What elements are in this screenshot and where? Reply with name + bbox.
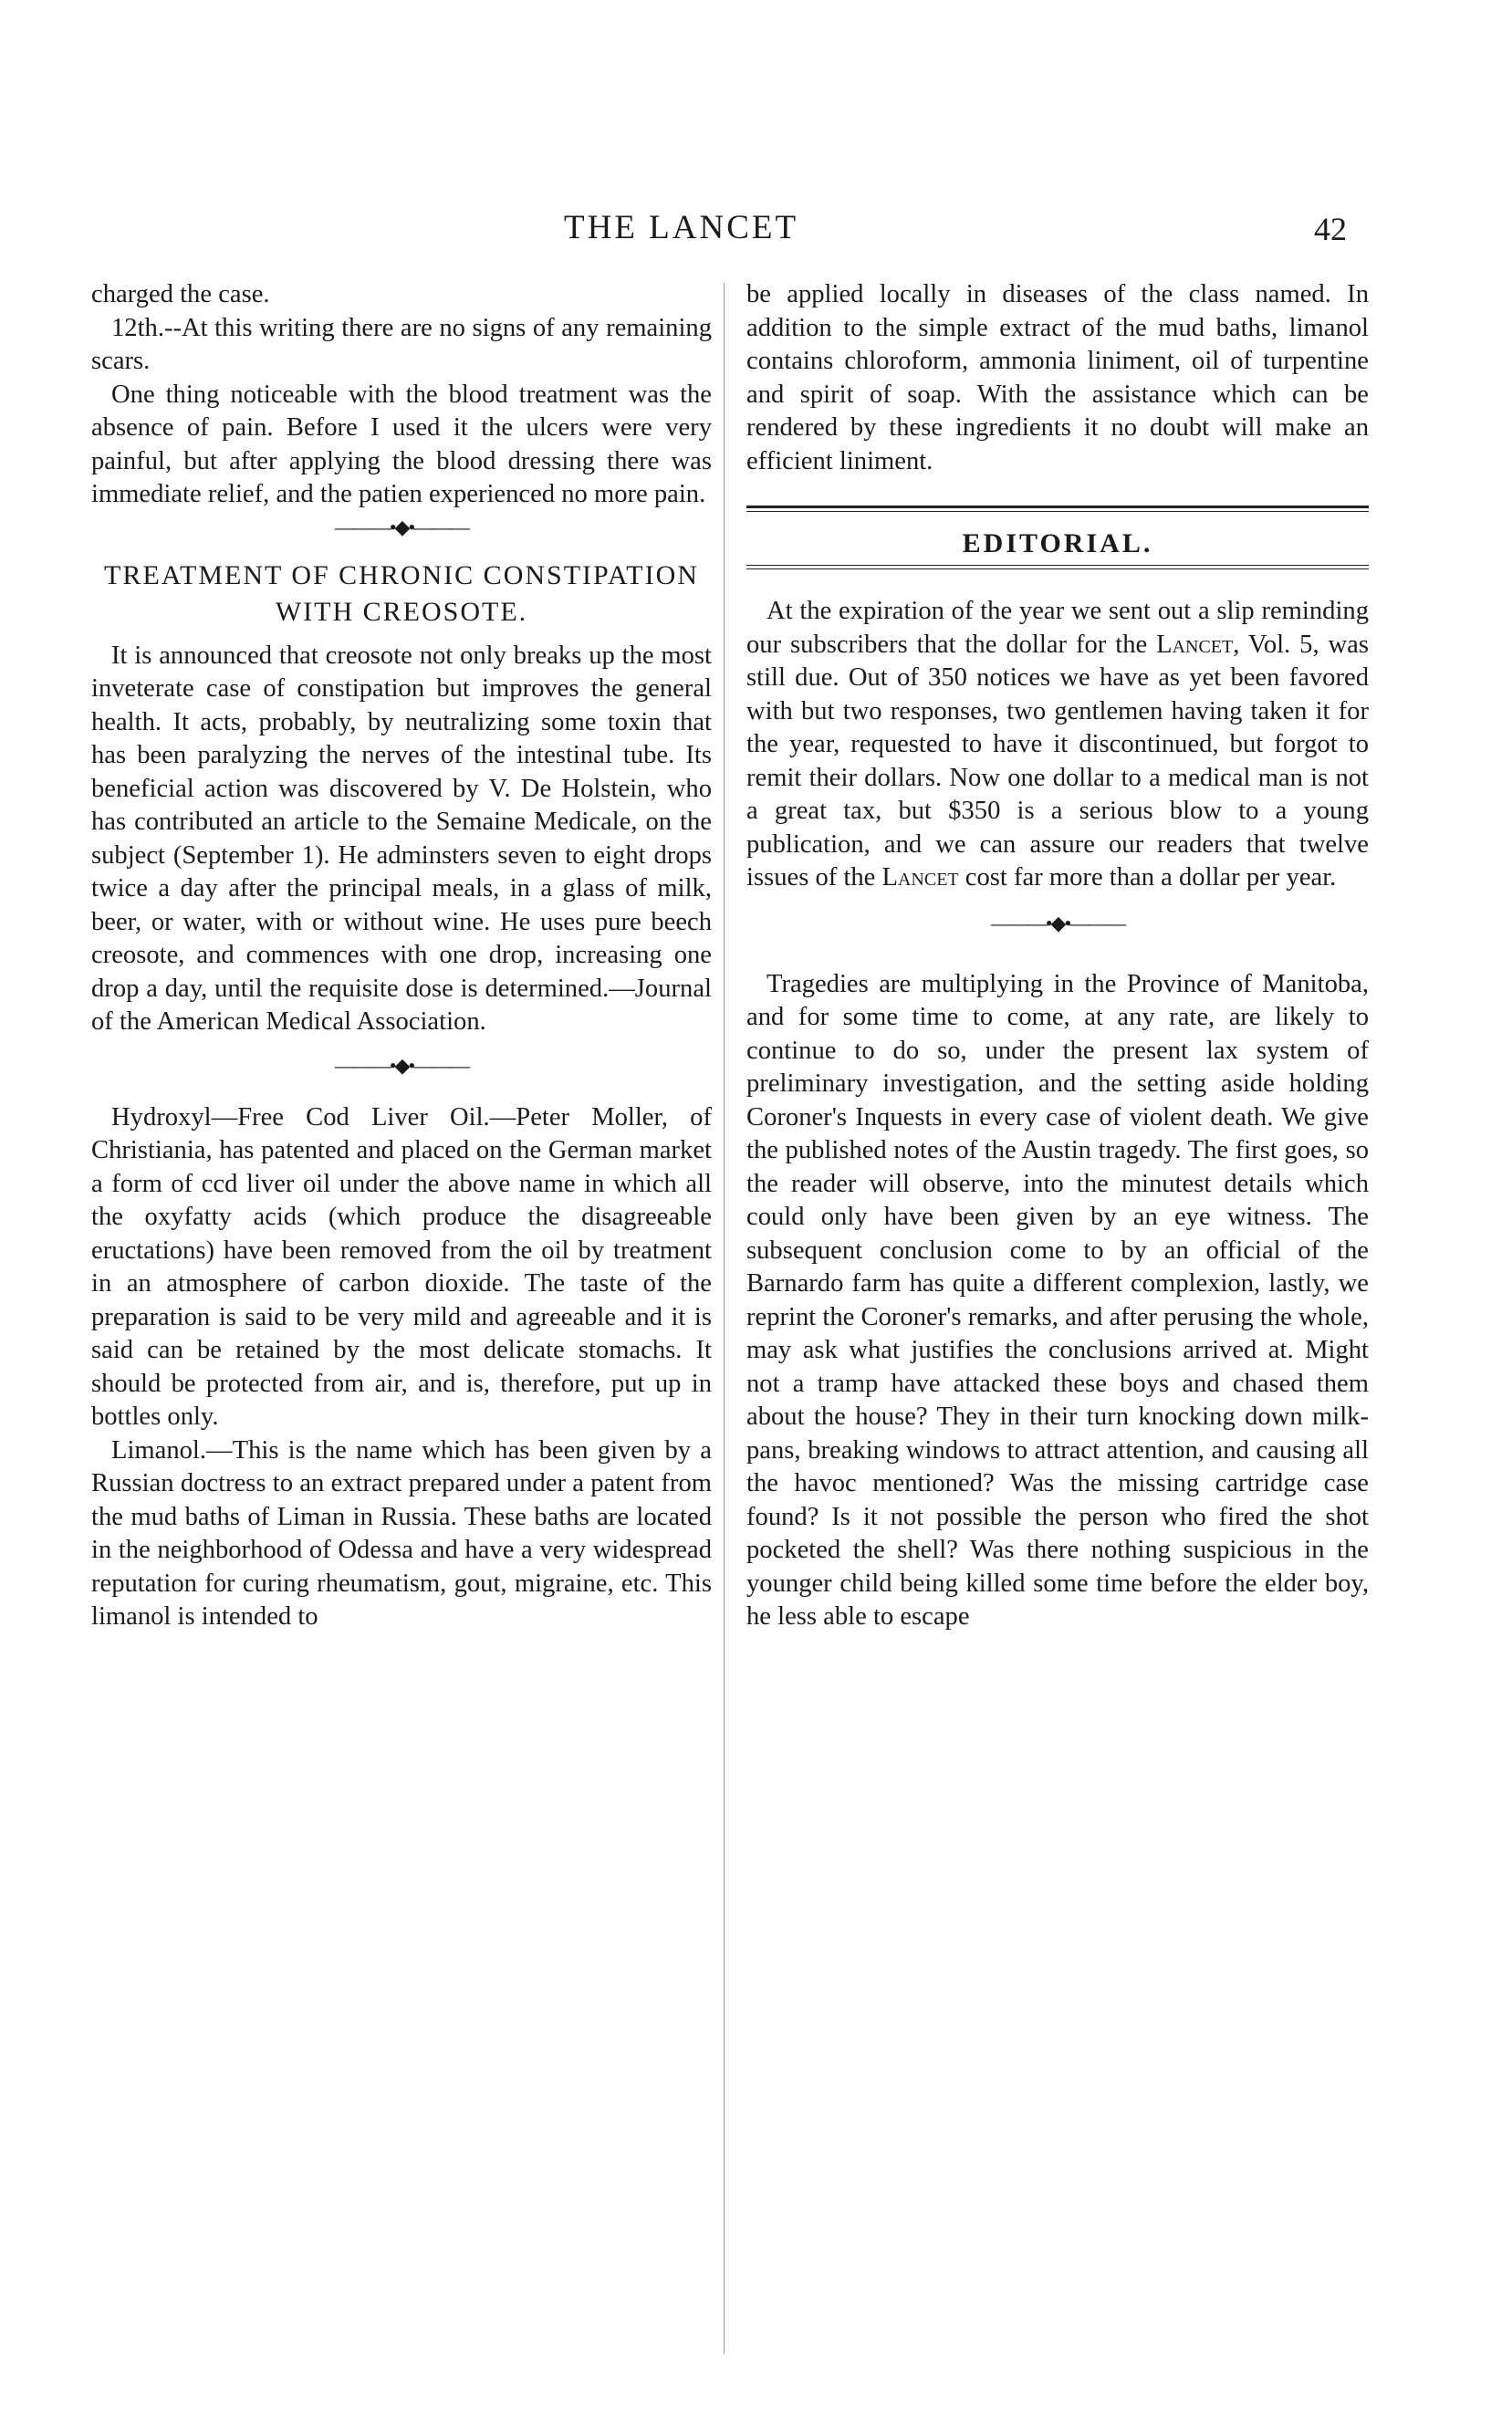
right-column xyxy=(746,278,1369,1634)
section-double-rule xyxy=(746,506,1369,512)
page-number: 42 xyxy=(1314,211,1347,247)
editorial-text-end: cost far more than a dollar per year. xyxy=(958,863,1337,892)
editorial-paragraph xyxy=(746,595,1369,895)
editorial-text-middle: , Vol. 5, was still due. Out of 350 notices we have as yet been favored with but two responses, two gentlemen having taken it for the year, requested to have it discontinued, but forgot to remit their dollars. Now one dollar to a medical man is not a great tax, but $350 is a serious blow to a young publication, and we can assure our readers that twelve issues of the xyxy=(746,630,1370,892)
column-divider xyxy=(724,283,725,2354)
tragedies-paragraph: Tragedies are multiplying in the Province of Manitoba, and for some time to come, at any rate, are likely to continue to do so, under the present lax system of preliminary investigation, and the setting aside holding Coroner's Inquests in every case of violent death. We give the published notes of the Austin tragedy. The first goes, so the reader will observe, into the minutest details which could only have been given by an eye witness. The subsequent conclusion come to by an official of the Barnardo farm has quite a different complexion, lastly, we reprint the Coroner's remarks, and after perusing the whole, may ask what justifies the conclusions arrived at. Might not a tramp have attacked these boys and chased them about the house? They in their turn knocking down milk-pans, breaking windows to attract attention, and causing all the havoc mentioned? Was the missing cartridge case found? Is it not possible the person who fired the shot pocketed the shell? Was there nothing suspicious in the younger child being killed some time before the elder boy, he less able to escape xyxy=(746,969,1369,1631)
pain-paragraph: One thing noticeable with the blood treatment was the absence of pain. Before I used it the ulcers were very painful, but after applying the blood dressing there was immediate relief, and the patien experienced no more pain. xyxy=(91,380,712,508)
heading-double-rule xyxy=(746,565,1369,569)
lancet-name: Lancet xyxy=(881,863,959,892)
scars-paragraph: 12th.--At this writing there are no signs of any remaining scars. xyxy=(91,313,712,375)
limanol-continuation: be applied locally in diseases of the class named. In addition to the simple extract of the mud baths, limanol contains chloroform, ammonia liniment, oil of turpentine and spirit of soap. With the assistance which can be rendered by these ingredients it no doubt will make an efficient liniment. xyxy=(746,280,1369,475)
left-column xyxy=(91,278,712,1634)
ornamental-rule: ———•◆•——— xyxy=(990,911,1125,934)
lancet-name: Lancet xyxy=(1156,630,1234,659)
continuation-line: charged the case. xyxy=(91,280,270,308)
ornamental-rule: ———•◆•——— xyxy=(334,1053,469,1077)
ornamental-rule: ———•◆•——— xyxy=(334,515,469,538)
limanol-article: Limanol.—This is the name which has been given by a Russian doctress to an extract prepared under a patent from the mud baths of Liman in Russia. These baths are located in the neighborhood of Odessa and have a very widespread reputation for curing rheumatism, gout, migraine, etc. This limanol is intended to xyxy=(91,1435,712,1631)
page-header xyxy=(0,208,1512,254)
hydroxyl-article: Hydroxyl—Free Cod Liver Oil.—Peter Moller, of Christiania, has patented and placed on the German market a form of ccd liver oil under the above name in which all the oxyfatty acids (which produce the disagreeable eructations) have been removed from the oil by treatment in an atmosphere of carbon dioxide. The taste of the preparation is said to be very mild and agreeable and it is said can be retained by the most delicate stomachs. It should be protected from air, and is, therefore, put up in bottles only. xyxy=(91,1102,712,1431)
editorial-heading: EDITORIAL. xyxy=(962,528,1153,558)
creosote-heading: TREATMENT OF CHRONIC CONSTIPATION WITH CREOSOTE. xyxy=(104,559,699,627)
running-title: THE LANCET xyxy=(564,209,799,246)
creosote-article: It is announced that creosote not only breaks up the most inveterate case of constipation but improves the general health. It acts, probably, by neutralizing some toxin that has been paralyzing the nerves of the intestinal tube. Its beneficial action was discovered by V. De Holstein, who has contributed an article to the Semaine Medicale, on the subject (September 1). He adminsters seven to eight drops twice a day after the principal meals, in a glass of milk, beer, or water, with or without wine. He uses pure beech creosote, and commences with one drop, increasing one drop a day, until the requisite dose is determined.—Journal of the American Medical Association. xyxy=(91,641,712,1036)
editorial-text-start: At the expiration of the year we sent out a slip reminding our subscribers that the dollar for the xyxy=(746,597,1369,659)
